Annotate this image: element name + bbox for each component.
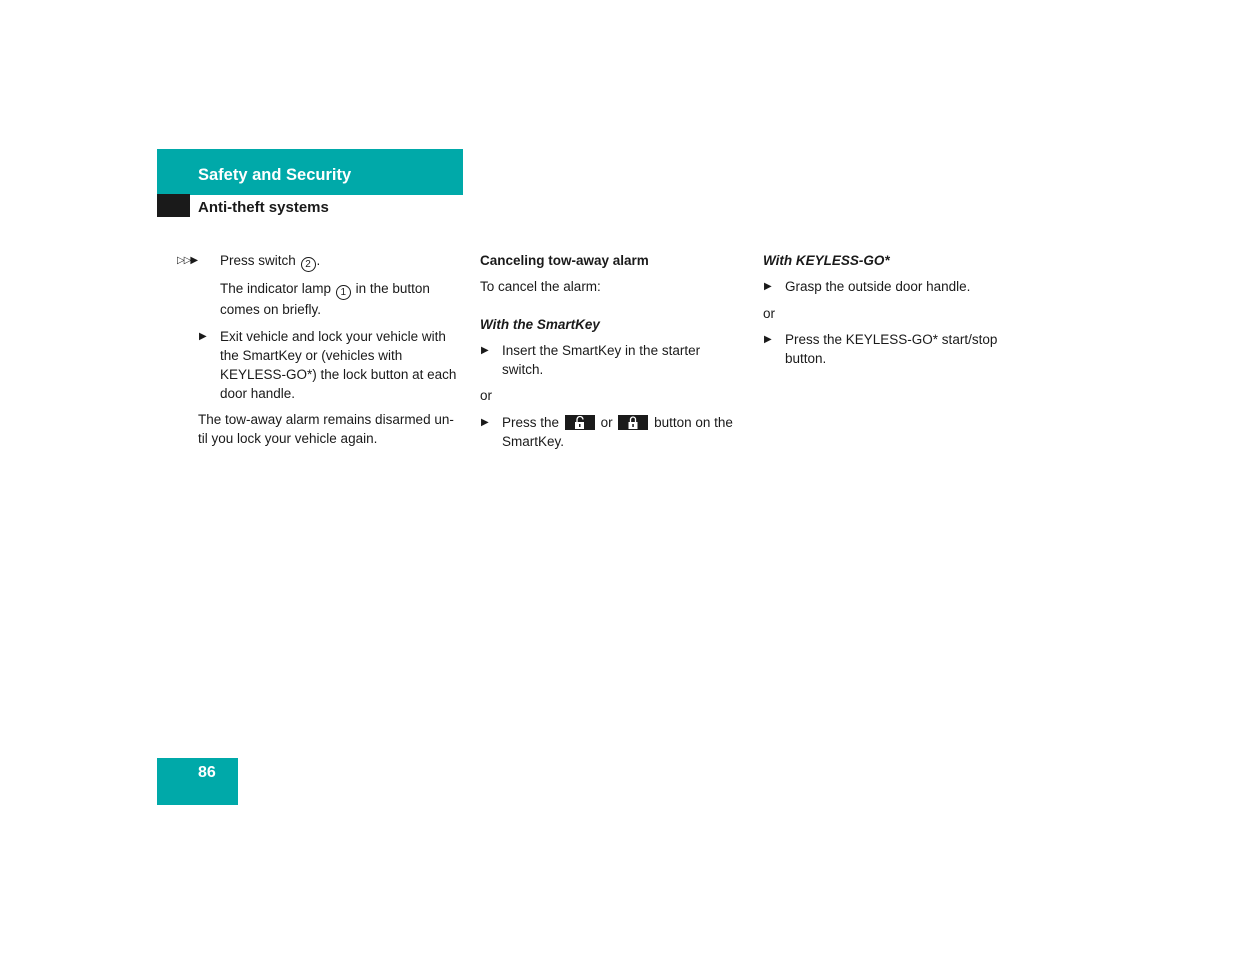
bullet-arrow-icon: ▶ [764, 281, 772, 292]
instruction-step: ▶ Insert the SmartKey in the starter switch. [481, 343, 701, 377]
instruction-step: Press switch 2 . [220, 253, 321, 270]
continue-arrow-icon: ▷▷▶ [177, 255, 198, 266]
body-paragraph: The tow-away alarm remains disarmed un- til you lock your vehicle again. [198, 412, 454, 446]
instruction-step: ▶ Press the KEYLESS-GO* start/stop button. [764, 332, 998, 366]
bullet-arrow-icon: ▶ [481, 345, 489, 356]
bullet-arrow-icon: ▶ [481, 417, 489, 428]
section-title: Safety and Security [198, 166, 352, 184]
instruction-step: ▶ Exit vehicle and lock your vehicle with the SmartKey or (vehicles with KEYLESS-GO*) the lock button at each door handle. [199, 329, 457, 401]
column-3 [763, 251, 1033, 368]
section-heading: Canceling tow-away alarm [480, 253, 649, 268]
header-divider [190, 194, 463, 195]
callout-number: 2 [301, 257, 316, 272]
unlock-icon [565, 415, 595, 430]
instruction-step: ▶ Grasp the outside door handle. [764, 279, 971, 294]
column-2 [480, 251, 755, 451]
body-paragraph: To cancel the alarm: [480, 279, 601, 294]
subheading: With the SmartKey [480, 317, 600, 332]
column-1 [176, 251, 466, 448]
subheading: With KEYLESS-GO* [763, 253, 890, 268]
instruction-step: ▶ Press the or button on the SmartKey. [481, 415, 733, 449]
callout-number: 1 [336, 285, 351, 300]
step-note: The indicator lamp 1 in the button comes on briefly. [220, 281, 430, 317]
bullet-arrow-icon: ▶ [764, 334, 772, 345]
page-number: 86 [198, 764, 216, 781]
bullet-arrow-icon: ▶ [199, 331, 207, 342]
or-label: or [480, 388, 493, 403]
subsection-title: Anti-theft systems [198, 199, 329, 216]
lock-icon [618, 415, 648, 430]
or-label: or [763, 306, 776, 321]
section-marker-tab [157, 194, 190, 217]
